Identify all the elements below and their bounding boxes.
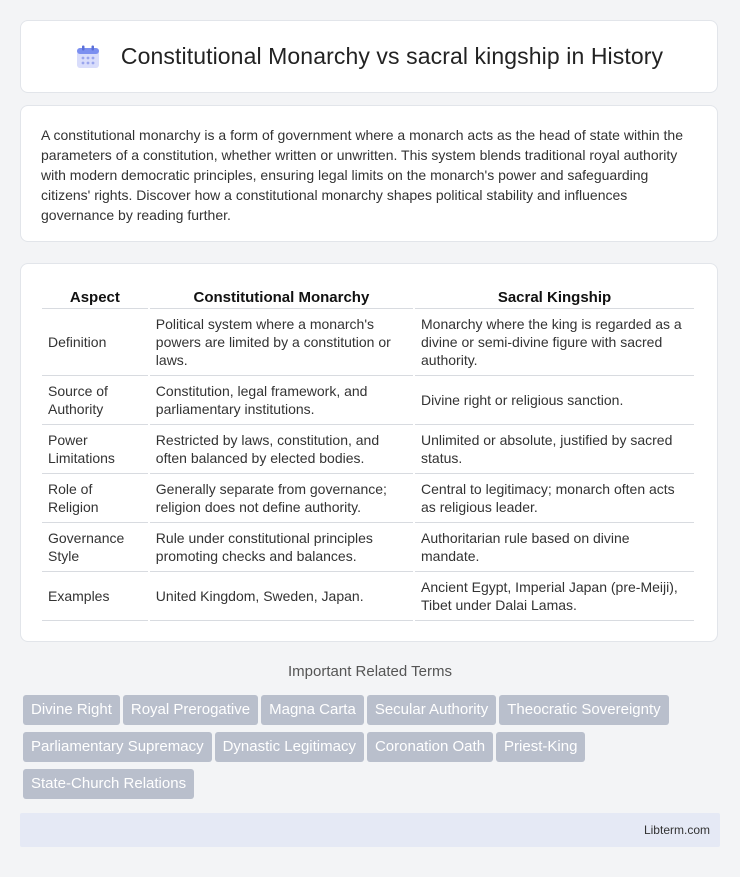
row-aspect: Power Limitations (42, 425, 148, 474)
header-constitutional-monarchy: Constitutional Monarchy (150, 284, 413, 309)
row-constitutional: United Kingdom, Sweden, Japan. (150, 572, 413, 621)
header-aspect: Aspect (42, 284, 148, 309)
tag-dynastic-legitimacy[interactable]: Dynastic Legitimacy (215, 732, 364, 762)
intro-text: A constitutional monarchy is a form of government where a monarch acts as the head of state within the parameters of a constitution, whether written or unwritten. This system blends traditional royal authority with modern democratic principles, ensuring legal limits on the monarch's power and safeguarding citizens' rights. Discover how a constitutional monarchy shapes political stability and influences governance by reading further. (41, 127, 684, 223)
tag-priest-king[interactable]: Priest-King (496, 732, 585, 762)
row-sacral: Divine right or religious sanction. (415, 376, 694, 425)
row-aspect: Examples (42, 572, 148, 621)
intro-card (20, 105, 718, 242)
table-row (42, 474, 694, 523)
table-row (42, 309, 694, 376)
table-row (42, 425, 694, 474)
page-header (20, 20, 718, 93)
tag-secular-authority[interactable]: Secular Authority (367, 695, 496, 725)
comparison-table (40, 284, 696, 621)
footer-brand-link[interactable]: Libterm.com (643, 823, 710, 837)
row-constitutional: Rule under constitutional principles promoting checks and balances. (150, 523, 413, 572)
row-sacral: Unlimited or absolute, justified by sacred status. (415, 425, 694, 474)
related-terms-list (23, 695, 723, 806)
table-header-row (42, 284, 694, 309)
row-sacral: Ancient Egypt, Imperial Japan (pre-Meiji), Tibet under Dalai Lamas. (415, 572, 694, 621)
calendar-icon (75, 44, 101, 70)
row-aspect: Source of Authority (42, 376, 148, 425)
row-aspect: Definition (42, 309, 148, 376)
tag-royal-prerogative[interactable]: Royal Prerogative (123, 695, 258, 725)
row-constitutional: Generally separate from governance; religion does not define authority. (150, 474, 413, 523)
tag-parliamentary-supremacy[interactable]: Parliamentary Supremacy (23, 732, 212, 762)
tag-state-church-relations[interactable]: State-Church Relations (23, 769, 194, 799)
tag-theocratic-sovereignty[interactable]: Theocratic Sovereignty (499, 695, 668, 725)
related-terms-title: Important Related Terms (288, 663, 452, 680)
tag-coronation-oath[interactable]: Coronation Oath (367, 732, 493, 762)
row-constitutional: Restricted by laws, constitution, and often balanced by elected bodies. (150, 425, 413, 474)
row-sacral: Authoritarian rule based on divine mandate. (415, 523, 694, 572)
row-constitutional: Political system where a monarch's powers are limited by a constitution or laws. (150, 309, 413, 376)
row-constitutional: Constitution, legal framework, and parliamentary institutions. (150, 376, 413, 425)
row-aspect: Governance Style (42, 523, 148, 572)
row-aspect: Role of Religion (42, 474, 148, 523)
page-title: Constitutional Monarchy vs sacral kingship in History (120, 43, 664, 69)
table-row (42, 572, 694, 621)
header-sacral-kingship: Sacral Kingship (415, 284, 694, 309)
tag-magna-carta[interactable]: Magna Carta (261, 695, 364, 725)
table-row (42, 376, 694, 425)
row-sacral: Central to legitimacy; monarch often acts as religious leader. (415, 474, 694, 523)
footer (20, 813, 720, 847)
comparison-card (20, 263, 718, 642)
tag-divine-right[interactable]: Divine Right (23, 695, 120, 725)
row-sacral: Monarchy where the king is regarded as a divine or semi-divine figure with sacred authority. (415, 309, 694, 376)
table-row (42, 523, 694, 572)
